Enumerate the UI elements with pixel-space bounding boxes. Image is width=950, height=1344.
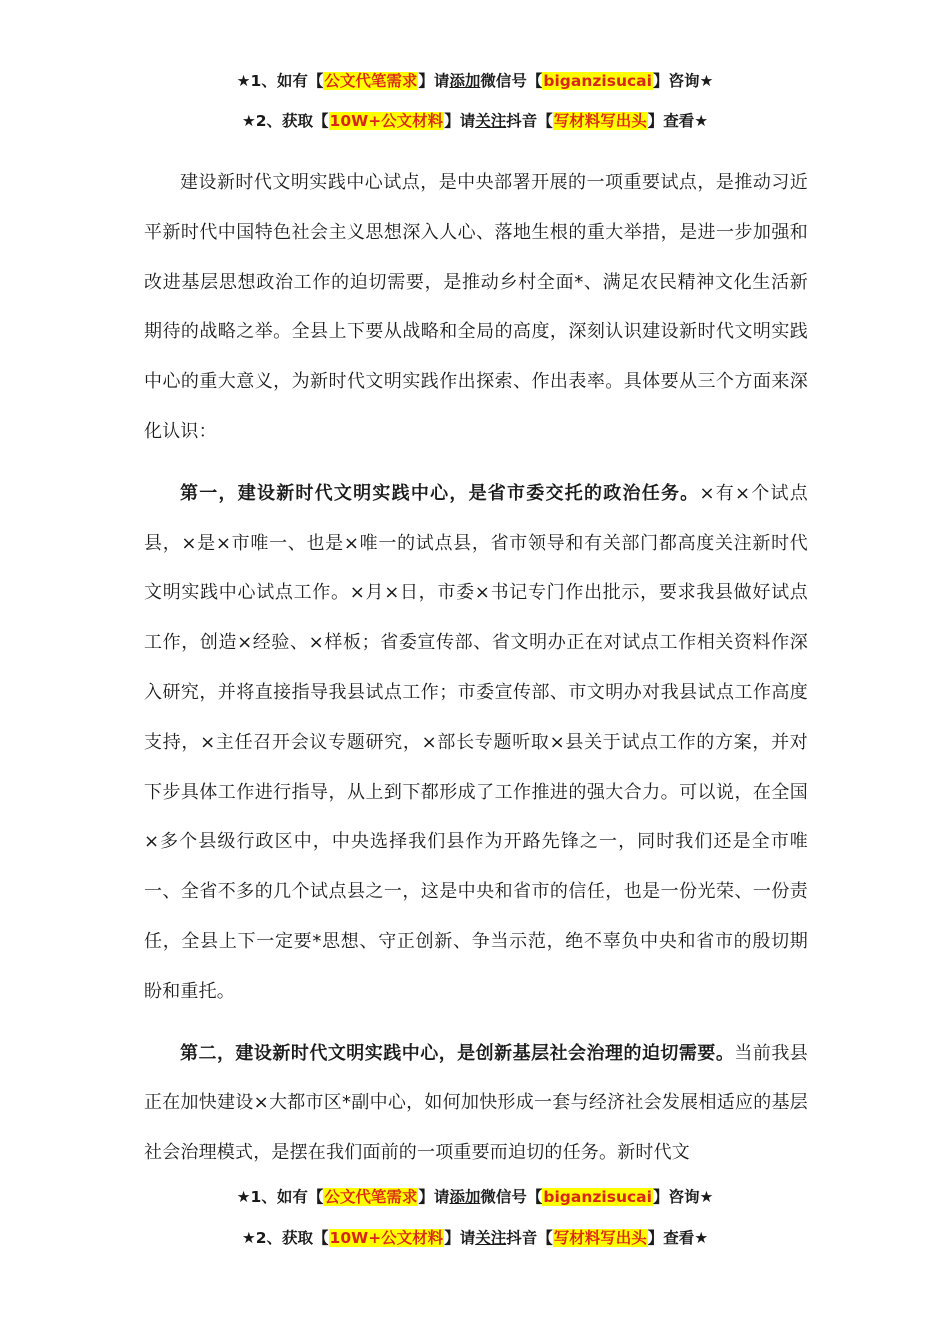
banner-text: 微信号【 <box>480 72 543 90</box>
top-banner-line-2 <box>0 109 950 133</box>
banner-text: 】查看★ <box>647 112 709 130</box>
banner-highlight: 写材料写出头 <box>553 112 647 130</box>
banner-highlight: biganzisucai <box>543 1188 652 1206</box>
banner-highlight: biganzisucai <box>543 72 652 90</box>
banner-underline-text: 添加 <box>449 72 481 90</box>
banner-text: ★2、获取【 <box>241 1229 329 1247</box>
banner-text: ★2、获取【 <box>241 112 329 130</box>
banner-text: 】咨询★ <box>652 72 714 90</box>
banner-underline-text: 关注 <box>475 1229 507 1247</box>
banner-underline-text: 关注 <box>475 112 507 130</box>
bottom-banner-line-1 <box>0 1185 950 1209</box>
banner-highlight: 公文代笔需求 <box>324 1188 418 1206</box>
banner-highlight: 10W+公文材料 <box>329 1229 444 1247</box>
banner-text: 】咨询★ <box>652 1188 714 1206</box>
top-banner-line-1 <box>0 69 950 93</box>
document-body <box>144 158 808 1178</box>
banner-text: 微信号【 <box>480 1188 543 1206</box>
intro-paragraph: 建设新时代文明实践中心试点，是中央部署开展的一项重要试点，是推动习近平新时代中国特色社会主义思想深入人心、落地生根的重大举措，是进一步加强和改进基层思想政治工作的迫切需要，是推动乡村全面*、满足农民精神文化生活新期待的战略之举。全县上下要从战略和全局的高度，深刻认识建设新时代文明实践中心的重大意义，为新时代文明实践作出探索、作出表率。具体要从三个方面来深化认识： <box>144 172 808 442</box>
paragraph-second <box>144 1029 808 1178</box>
paragraph-lead: 第二，建设新时代文明实践中心，是创新基层社会治理的迫切需要。 <box>180 1042 735 1064</box>
banner-highlight: 写材料写出头 <box>553 1229 647 1247</box>
banner-highlight: 公文代笔需求 <box>324 72 418 90</box>
paragraph-text: 当前我县正在加快建设×大都市区*副中心，如何加快形成一套与经济社会发展相适应的基层社会治理模式，是摆在我们面前的一项重要而迫切的任务。新时代文 <box>144 1042 808 1164</box>
paragraph-lead: 第一，建设新时代文明实践中心，是省市委交托的政治任务。 <box>180 482 700 504</box>
bottom-banner-line-2 <box>0 1226 950 1250</box>
banner-text: 】请 <box>444 112 476 130</box>
banner-underline-text: 添加 <box>449 1188 481 1206</box>
banner-text: 】查看★ <box>647 1229 709 1247</box>
banner-highlight: 10W+公文材料 <box>329 112 444 130</box>
banner-text: ★1、如有【 <box>236 1188 324 1206</box>
banner-text: 】请 <box>418 1188 450 1206</box>
paragraph-text: ×有×个试点县，×是×市唯一、也是×唯一的试点县，省市领导和有关部门都高度关注新时代文明实践中心试点工作。×月×日，市委×书记专门作出批示，要求我县做好试点工作，创造×经验、×样板；省委宣传部、省文明办正在对试点工作相关资料作深入研究，并将直接指导我县试点工作；市委宣传部、市文明办对我县试点工作高度支持，×主任召开会议专题研究，×部长专题听取×县关于试点工作的方案，并对下步具体工作进行指导，从上到下都形成了工作推进的强大合力。可以说，在全国×多个县级行政区中，中央选择我们县作为开路先锋之一，同时我们还是全市唯一、全省不多的几个试点县之一，这是中央和省市的信任，也是一份光荣、一份责任，全县上下一定要*思想、守正创新、争当示范，绝不辜负中央和省市的殷切期盼和重托。 <box>144 482 808 1002</box>
banner-text: 】请 <box>444 1229 476 1247</box>
banner-text: 抖音【 <box>506 1229 553 1247</box>
banner-text: 】请 <box>418 72 450 90</box>
banner-text: ★1、如有【 <box>236 72 324 90</box>
banner-text: 抖音【 <box>506 112 553 130</box>
paragraph-first <box>144 469 808 1017</box>
